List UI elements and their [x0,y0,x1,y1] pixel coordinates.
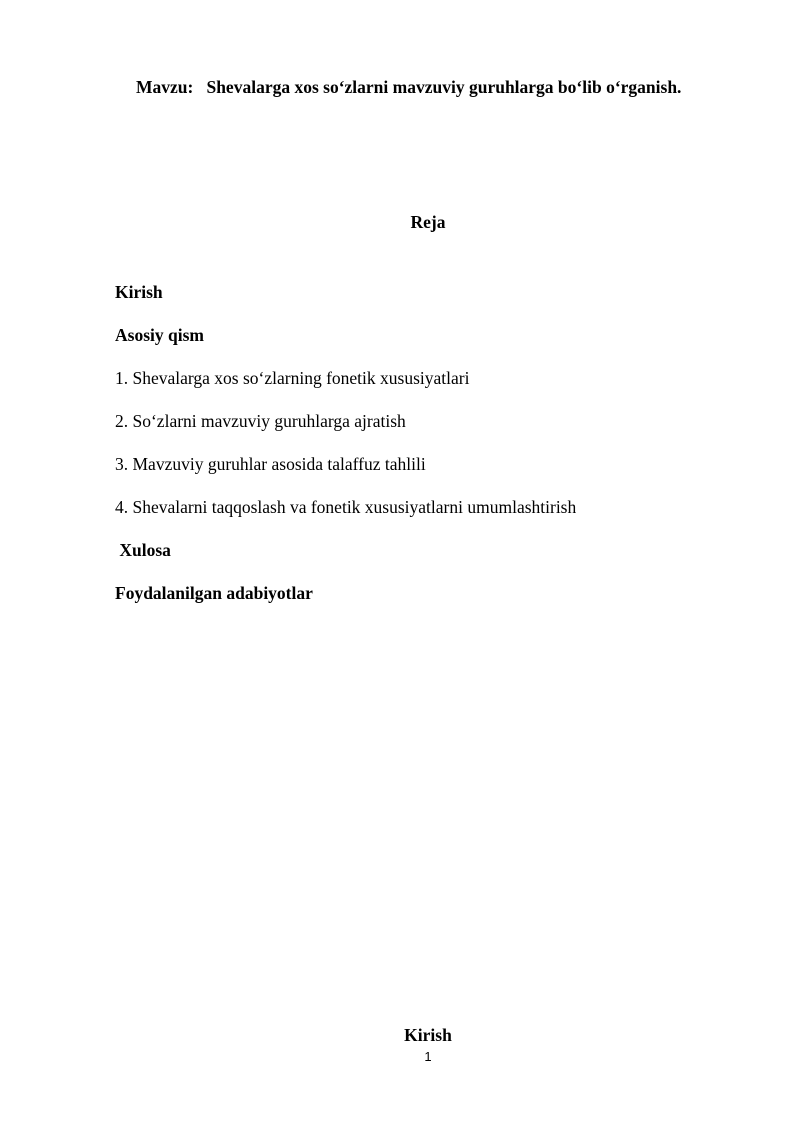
document-title: Mavzu: Shevalarga xos so‘zlarni mavzuviy guruhlarga bo‘lib o‘rganish. [136,77,682,97]
plan-item-4: 4. Shevalarni taqqoslash va fonetik xususiyatlarni umumlashtirish [115,497,577,517]
plan-heading: Reja [410,212,446,232]
page-number: 1 [424,1049,432,1064]
plan-item-asosiy-qism: Asosiy qism [115,325,204,345]
plan-item-1: 1. Shevalarga xos so‘zlarning fonetik xususiyatlari [115,368,470,388]
plan-item-2: 2. So‘zlarni mavzuviy guruhlarga ajratish [115,411,406,431]
section-heading-kirish: Kirish [404,1025,452,1045]
plan-item-adabiyotlar: Foydalanilgan adabiyotlar [115,583,313,603]
plan-item-kirish: Kirish [115,282,163,302]
plan-item-3: 3. Mavzuviy guruhlar asosida talaffuz tahlili [115,454,426,474]
plan-item-xulosa: Xulosa [115,540,171,560]
plan-list [115,280,576,624]
